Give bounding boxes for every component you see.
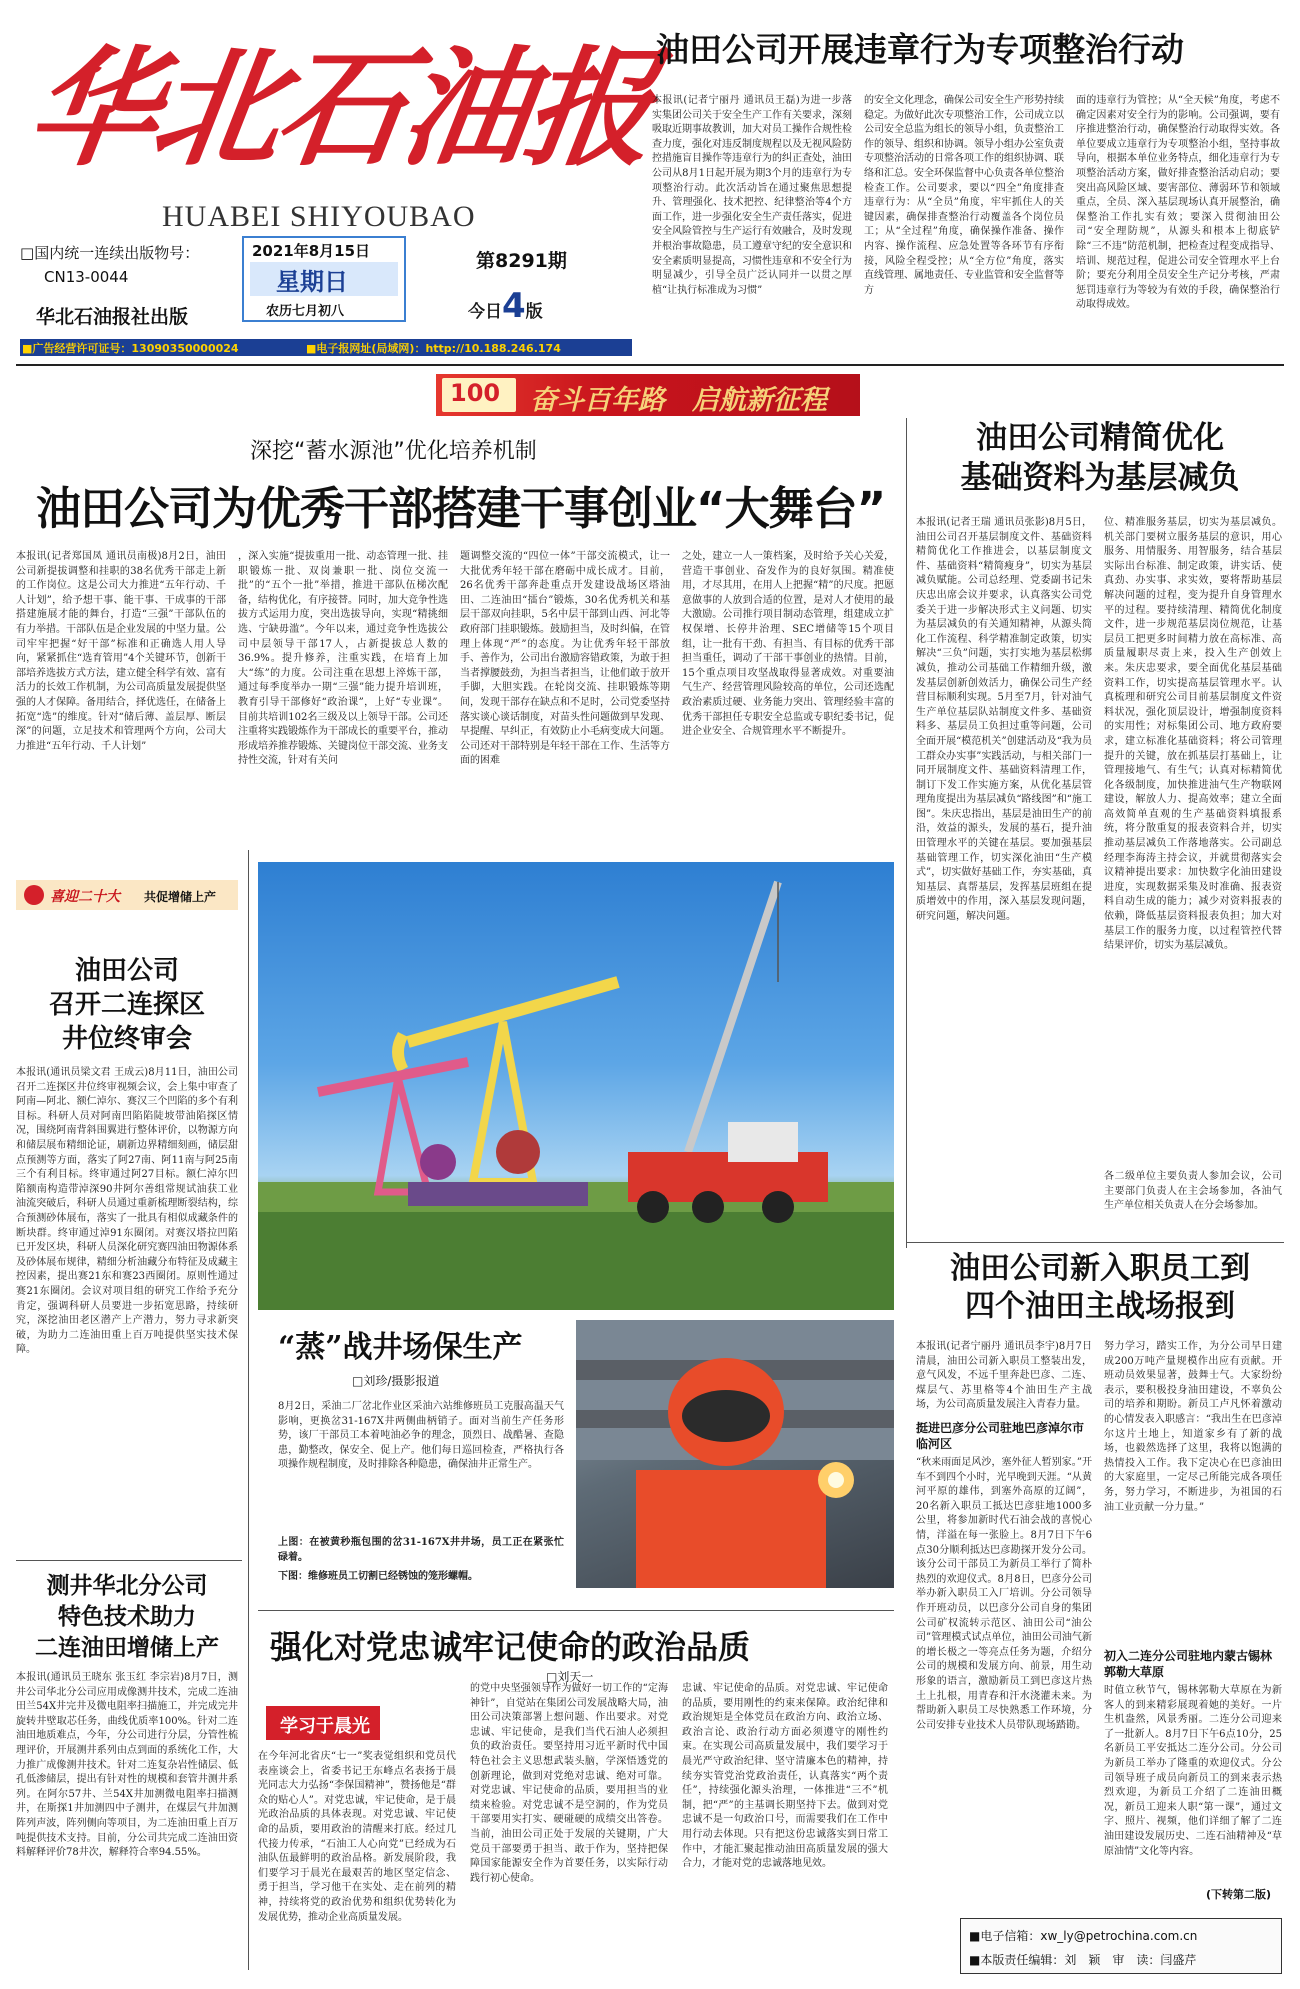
top-story-headline: 油田公司开展违章行为专项整治行动 [656,30,1184,69]
lead-col-1: 本报讯(记者郑国凤 通讯员南极)8月2日，油田公司新提拔调整和挂职的38名优秀干部走上新的工作岗位。这是公司大力推进“五年行动、千人计划”，给予想干事、能干事、干成事的干部搭建施展才能的舞台，打造“三强”干部队伍的有力举措。干部队伍是企业发展的中坚力量。公司牢牢把握“好干部”标准和正确选人用人导向，紧紧抓住“选育管用”4个关键环节，创新干部培养选拔方式方法，建立健全科学有效、富有活力的长效工作机制，为公司高质量发展提供坚强的人才保障。备用结合，择优选任，在储备上拓宽“选”的维度。针对“储后薄、盖层厚、断层深”的问题，立足技术和管理两个方向，公司大力推进“五年行动、千人计划” [16,551,226,752]
right1-headline-1: 油田公司精简优化 [976,420,1224,456]
essay-col-3: 忠诚、牢记使命的品质。对党忠诚、牢记使命的品质，要用刚性的约束来保障。政治纪律和政治规矩是全体党员在政治方向、政治立场、政治言论、政治行动方面必须遵守的刚性约束。在实现公司高质量发展中，我们要学习于晨光严守政治纪律、坚守清廉本色的精神，持续夯实管党治党政治责任，认真落实“两个责任”，持续强化源头治理，一体推进“三不”机制，把“严”的主基调长期坚持下去。做到对党忠诚不是一句政治口号，而需要我们在工作中用行动去体现。只有把这份忠诚落实到日常工作中，才能汇聚起推动油田高质量发展的强大合力，才能对党的忠诚落地见效。 [682,1683,888,1870]
right2-subhead-2: 初入二连分公司驻地内蒙古锡林郭勒大草原 [1104,1649,1273,1679]
cn-label: 国内统一连续出版物号： [34,244,200,262]
essay-byline: □刘天一 [546,1670,594,1684]
cn-number: CN13-0044 [44,268,129,286]
banner-text: 奋斗百年路 启航新征程 [530,385,827,416]
right-story-2 [916,1250,1284,1910]
publisher: 华北石油报社出版 [36,306,189,328]
left1-body: 本报讯(通讯员梁文君 王成云)8月11日，油田公司召开二连探区井位终审视频会议，会上集中审查了阿南—阿北、额仁淖尔、赛汉三个凹陷的多个有利目标。科研人员对阿南凹陷陷陡坡带油陷探区情况，围绕阿南背斜围翼进行整体评价，以物源方向和储层展布精细论证，刷新边界精细刻画，储层甜点预测等方面，落实了阿27南、阿11南与阿25南三个有利目标。终审通过阿27目标。额仁淖尔凹陷额南构造带淖深90井阿尔善组常规试油获工业油流突破后，科研人员通过重新梳理断裂结构，综合预测砂体展布，落实了一批具有相似成藏条件的断块群。终审通过淖91东圈闭。对赛汉塔拉凹陷已开发区块，科研人员深化研究赛四油田物源体系及砂体展布规律，精细分析油藏分布特征及成藏主控因素，提出赛21东和赛23西圈闭。原则性通过赛21东圈闭。会议对项目组的研究工作给予充分肯定，强调科研人员要进一步拓宽思路，持续研究，深挖油田老区潜产上产潜力，努力寻求新突破，为助力二连油田重上百万吨提供坚实技术保障。 [16,1067,238,1356]
lead-col-2: ，深入实施“提拔重用一批、动态管理一批、挂职锻炼一批、双岗兼职一批、岗位交流一批”的“五个一批”举措，推进干部队伍梯次配备，结构优化，有序接替。同时，加大竞争性选拔方式运用力度，突出选拔导向，实现“精挑细选、宁缺毋滥”。今年以来，通过竞争性选拔公司中层领导干部17人，占新提拔总人数的36.9%。提升修养，注重实践，在培育上加大“练”的力度。公司注重在思想上淬炼干部，通过每季度举办一期“三强”能力提升培训班，教育引导干部修好“政治课”，上好“专业课”。目前共培训102名三级及以上领导干部。公司还注重将实践锻炼作为干部成长的重要平台，推动形成培养推荐锻炼、关键岗位干部交流、业务支持性交流，针对有关问 [238,551,448,767]
issue-number: 第8291期 [476,250,567,272]
square-icon: ■ [22,342,33,355]
left1-headline-1: 油田公司 [74,956,179,986]
date: 2021年8月15日 [252,242,371,260]
centennial-logo: 100 [442,378,516,412]
weekday: 星期日 [276,268,348,296]
footer-box [960,1918,1282,1974]
section-tag-label: 喜迎二十大 [50,889,120,905]
footer-email: ■电子信箱：xw_ly@petrochina.com.cn [969,1929,1198,1943]
left-story-2 [16,1570,238,1970]
top-story-col-1: 本报讯(记者宁丽丹 通讯员王磊)为进一步落实集团公司关于安全生产工作有关要求，深刻吸取近期事故教训，加大对员工操作合规性检查力度，强化对违反制度规程以及无视风险防控措施盲目操作等违章行为的纠正查处，油田公司从8月1日起开展为期3个月的违章行为专项整治行动。此次活动旨在通过聚焦思想提升、管理强化、技术把控、纪律整治等4个方面工作，进一步强化安全生产责任落实，促进安全风险管控与生产运行有效融合，及时发现并根治事故隐患，员工遵章守纪的安全意识和安全素质明显提高，习惯性违章和不安全行为明显减少，引导全员广泛认同并一以贯之厚植“让执行标准成为习惯” [652,95,852,296]
top-story-col-3: 面的违章行为管控；从“全天候”角度，考虑不确定因素对安全行为的影响。公司强调，要有序推进整治行动，确保整治行动取得实效。各单位要成立违章行为专项整治小组，坚持事故导向，根据本单位业务特点，细化违章行为专项整治活动方案，做好排查整治活动启动；要突出高风险区域、要害部位、薄弱环节和领域重点，全员、深入基层现场认真开展整治，确保整治工作扎实有效；要深入贯彻油田公司“安全理防规”，从源头和根本上彻底铲除“三不违”防范机制，把检查过程变成指导、培训、规范过程，促进公司安全管理水平上台阶；要充分利用全员安全生产记分考核，严肃惩罚违章行为等较为有效的手段，确保整治行动取得成效。 [1076,95,1280,311]
photo-feature [258,1320,894,1610]
essay-col-2: 的党中央坚强领导作为做好一切工作的“定海神针”，自觉站在集团公司发展战略大局，油田公司决策部署上想问题、作出要求。对党忠诚、牢记使命，是我们当代石油人必须担负的政治责任。要坚持用习近平新时代中国特色社会主义思想武装头脑，学深悟透党的创新理论，做到对党绝对忠诚、绝对可靠。对党忠诚、牢记使命的品质，要用担当的业绩来检验。对党忠诚不是空洞的，作为党员干部要用实打实、硬碰硬的成绩交出答卷。当前，油田公司正处于发展的关键期，广大党员干部要勇于担当、敢于作为，坚持把保障国家能源安全作为首要任务，以实际行动践行初心使命。 [470,1683,668,1884]
right1-col-1: 本报讯(记者王瑞 通讯员张影)8月5日，油田公司召开基层制度文件、基础资料精简优化工作推进会，以基层制度文件、基础资料“精简瘦身”，切实为基层减负赋能。公司总经理、党委副书记朱庆忠出席会议并要求，认真落实公司党委关于进一步解决形式主义问题、切实为基层减负的有关通知精神，从源头简化工作流程、科学精准制定政策，切实解决“三负”问题，实打实地为基层松绑减负，推动公司基础工作精细升级，激发基层创新创效活力，确保公司生产经营目标顺利实现。5月至7月，针对油气生产单位基层队站制度文件多、基础资料多、基层员工负担过重等问题，公司全面开展“模范机关”创建活动及“我为员工群众办实事”实践活动，与相关部门一同开展制度文件、基础资料清理工作，制订下发工作实施方案，从优化基层管理角度提出为基层减负“路线图”和“施工图”。朱庆忠指出，基层是油田生产的前沿，效益的源头，发展的基石，提升油田管理水平的关键在基层。要加强基层基础管理工作，切实深化油田“生产模式”，切实做好基础工作，夯实基础，真知基层、真帮基层，发挥基层班组在提质增效中的作用，深入基层发现问题，研究问题，解决问题。 [916,517,1092,923]
masthead-title: 华北石油报 [19,34,661,184]
feature-byline: □刘珍/摄影报道 [352,1374,440,1388]
section-tag-text: 共促增储上产 [144,890,217,904]
right2-col-1b: “秋来雨面足风沙，塞外征人暂别家。”开车不到四个小时，光早晚到天涯。“从黄河平原的雄伟，到塞外高原的辽阔”，20名新入职员工抵达巴彦驻地1000多公里，将参加新时代石油会战的喜悦心情，洋溢在每一张脸上。8月7日下午6点30分顺利抵达巴彦勘探开发分公司。该分公司干部员工为新员工举行了简朴热烈的欢迎仪式。8月8日，巴彦分公司举办新入职员工入厂培训。分公司领导作开班动员，以巴彦分公司自身的集团公司矿权流转示范区、油田公司“油公司”管理模式试点单位，油田公司油气新的增长极之一等亮点任务为题，介绍分公司的规模和发展方向、前景，用生动形象的语言，激励新员工到巴彦这片热土上扎根，用青春和汗水浇灌未来。为帮助新入职员工尽快熟悉工作环境，分公司安排专业技术人员带队现场踏勘。 [916,1457,1092,1731]
left2-headline-3: 二连油田增储上产 [35,1634,219,1661]
essay [258,1620,894,1980]
right1-col-2: 位、精准服务基层，切实为基层减负。机关部门要树立服务基层的意识，用心服务、用情服务、用智服务，结合基层实际出台标准、制定政策，讲实话、使真劲、办实事、求实效，要将帮助基层解决问题的过程，变为提升自身管理水平的过程。要持续清理、精简优化制度文件，进一步规范基层岗位规范，让基层员工把更多时间精力放在高标准、高质量履职尽责上来，投入生产创效上来。朱庆忠要求，要全面优化基层基础资料工作，切实提高基层管理水平。认真梳理和研究公司目前基层制度文件资料状况，强化顶层设计，增强制度资料的实用性；对标集团公司、地方政府要求，建立标准化基础资料；将公司管理提升的关键，放在抓基层打基础上，让管理接地气、有生气；认真对标精简优化各级制度，加快推进油气生产物联网建设，解放人力、提高效率；建立全面高效简单直观的生产基础资料填报系统，将分散重复的报表资料合并，切实推动基层减负工作落地落实。公司副总经理李海涛主持会议，并就贯彻落实会议精神提出要求：加快数字化油田建设进度，实现数据采集及时准确、报表资料自动生成的能力；减少对资料报表的依赖，降低基层资料报表负担；加大对基层工作的服务力度，以过程管控代替结果评价，切实为基层减负。 [1104,517,1282,952]
footer-editors: ■本版责任编辑：刘 颖 审 读：闫盛芹 [969,1953,1197,1967]
lead-col-3: 题调整交流的“四位一体”干部交流模式，让一大批优秀年轻干部在磨砺中成长成才。目前，26名优秀干部奔赴重点开发建设战场区塔油田、二连油田“擂台”锻炼，30名优秀机关和基层干部双向挂职，5名中层干部到山西、河北等政府部门挂职锻炼。鼓励担当，及时纠偏，在管理上体现“严”的态度。为让优秀年轻干部放手、善作为，公司出台激励容错政策，为敢于担当者撑腰鼓劲，为担当者担当，让他们敢于放开手脚，大胆实践。在轮岗交流、挂职锻炼等期间，发现干部存在缺点和不足时，公司党委坚持落实谈心谈话制度，对苗头性问题做到早发现、早提醒、早纠正，有效防止小毛病变成大问题。公司还对干部特别是年轻干部在工作、生活等方面的困难 [460,551,670,767]
left1-headline-3: 井位终审会 [61,1024,192,1054]
pages-today: 今日4版 [468,286,543,326]
right2-subhead-1: 挺进巴彦分公司驻地巴彦淖尔市临河区 [916,1421,1085,1451]
flame-icon [24,885,44,905]
photo-pumpjack [258,862,894,1310]
license-text: 广告经营许可证号：13090350000024 [32,342,239,355]
right2-col-2: 努力学习，踏实工作，为分公司早日建成200万吨产量规模作出应有贡献。开班动员效果显著，鼓舞士气。大家纷纷表示，要积极投身油田建设，不辜负公司的培养和期盼。新员工卢凡怀着激动的心情发表入职感言：“我出生在巴彦淖尔这片土地上，知道家乡有了新的战场，也毅然选择了这里，我将以饱满的热情投入工作。我下定决心在巴彦油田的大家庭里，一定尽己所能完成各项任务，努力学习，不断进步，为祖国的石油工业贡献一分力量。” [1104,1341,1282,1513]
lunar: 农历七月初八 [266,304,345,319]
oilfield-scene-icon [258,862,894,1310]
lead-headline: 油田公司为优秀干部搭建干事创业“大舞台” [36,482,886,535]
masthead-info [20,236,630,356]
essay-col-1: 在今年河北省庆“七一”奖表觉组织和党员代表座谈会上，省委书记王东峰点名表扬于晨光同志大力弘扬“李保国精神”，赞扬他是“群众的贴心人”。对党忠诚，牢记使命，是于晨光政治品质的具体表现。对党忠诚、牢记使命的品质，要用政治的清醒来打底。经过几代接力传承，“石油工人心向党”已经成为石油队伍最鲜明的政治品格。新发展阶段，我们要学习于晨光在最艰苦的地区坚定信念、勇于担当，学习他干在实处、走在前列的精神，持续将党的政治优势和组织优势转化为发展优势，推动企业高质量发展。 [258,1751,456,1923]
centennial-banner [436,374,860,416]
lead-col-4: 之处，建立一人一策档案，及时给予关心关爱，营造干事创业、奋发作为的良好氛围。精准使用，才尽其用，在用人上把握“精”的尺度。把愿意做事的人放到合适的位置，是对人才使用的最大激励。公司推行项目制动态管理，组建成立扩权保增、长停井治理、SEC增储等15个项目组，让一批有干劲、有担当、有目标的优秀干部担当重任，调动了干部干事创业的热情。目前，15个重点项目攻坚战取得显著成效。对重要油气生产、经营管理风险较高的单位，公司还选配政治素质过硬、业务能力突出、管理经验丰富的优秀干部担任专职安全总监或专职纪委书记，促进企业安全、合规管理水平不断提升。 [682,551,894,738]
essay-column-tag: 学习于晨光 [266,1706,380,1740]
feature-caption-2: 下图：维修班员工切割已经锈蚀的笼形螺帽。 [278,1571,478,1582]
left2-headline-2: 特色技术助力 [58,1603,196,1630]
photo-welder [576,1320,894,1588]
website-text: 电子报网址(局域网)：http://10.188.246.174 [316,342,561,355]
lead-story [16,430,896,850]
continued-note: (下转第二版) [1206,1888,1272,1901]
left2-body: 本报讯(通讯员王晓东 张玉红 李宗岩)8月7日，测井公司华北分公司应用成像测井技术，完成二连油田兰54X井完井及微电阻率扫描施工，并完成完井旋转井壁取芯任务，曲线优质率100%。针对二连油田地质难点，今年，分公司进行分层，分管性梳理评价，开展测井系列由点到面的系统化工作，大力推广成像测井技术。针对二连复杂岩性储层、低孔低渗储层，提出有针对性的规模和套管井测井系列。在阿尔57井、兰54X井加测微电阻率扫描测井，在斯探1井加测四中子测井，在煤层气井加测阵列声波，阵列侧向等项目，为二连油田重上百万吨提供技术支持。目前，分公司共完成二连油田资料解释评价78井次，解释符合率94.55%。 [16,1672,238,1859]
checkbox-icon: □ [20,244,35,262]
right1-headline-2: 基础资料为基层减负 [960,460,1240,496]
right2-col-1: 本报讯(记者宁丽丹 通讯员李宇)8月7日清晨，油田公司新入职员工整装出发，意气风发，不远千里奔赴巴彦、二连、煤层气、苏里格等4个油田生产主战场，为公司高质量发展注入青春力量。 [916,1341,1092,1411]
feature-headline: “蒸”战井场保生产 [278,1330,523,1365]
feature-body: 8月2日，采油二厂岔北作业区采油六站维修班员工克服高温天气影响，更换岔31-167X井两侧曲柄销子。面对当前生产任务形势，该厂干部员工本着吨油必争的理念，顶烈日、战酷暑、查隐患，勤整改，保安全、促上产。他们每日巡回检查，严格执行各项操作规程制度，及时排除各种隐患，确保油井正常生产。 [278,1401,564,1471]
left1-headline-2: 召开二连探区 [48,990,205,1020]
date-box [242,236,406,322]
right2-headline-2: 四个油田主战场报到 [965,1289,1235,1324]
section-tag [16,880,238,910]
worker-welding-icon [576,1320,894,1588]
right2-headline-1: 油田公司新入职员工到 [950,1251,1250,1286]
top-story-col-2: 的安全文化理念，确保公司安全生产形势持续稳定。为做好此次专项整治工作，公司成立以公司安全总监为组长的领导小组，负责整治工作的领导、组织和协调。领导小组办公室负责专项整治活动的日常各项工作的组织协调、联络和汇总。安全环保监督中心负责各单位整治检查工作。公司要求，要以“四全”角度排查违章行为：从“全员”角度，牢牢抓住人的关键因素，确保排查整治行动覆盖各个岗位员工；从“全过程”角度，确保操作准备、操作内容、操作流程、应急处置等各环节有序衔接，风险全程受控；从“全方位”角度，落实直线管理、属地责任、专业监管和安全监督等方 [864,95,1064,296]
left-story-1 [16,954,238,1574]
lead-kicker: 深挖“蓄水源池”优化培养机制 [250,439,537,464]
right2-col-2b: 时值立秋节气，锡林郭勒大草原在为新客人的到来精彩展现着她的美好。一片生机盎然，风景秀丽。二连分公司迎来了一批新人。8月7日下午6点10分，25名新员工平安抵达二连分公司。分公司为新员工举办了隆重的欢迎仪式。分公司领导班子成员向新员工的到来表示热烈欢迎，为新员工介绍了二连油田概况，新员工迎来人职“第一课”，通过文字、照片、视频，他们详细了解了二连油田建设发展历史、二连石油精神及“草原油情”文化等内容。 [1104,1685,1282,1857]
left2-headline-1: 测井华北分公司 [46,1572,208,1599]
essay-headline: 强化对党忠诚牢记使命的政治品质 [270,1628,751,1666]
top-story [652,14,1284,362]
feature-caption-1: 上图：在被黄秒瓶包围的岔31-167X井井场，员工正在紧张忙碌着。 [278,1537,564,1563]
right-story-1 [916,418,1284,1238]
right1-col-3: 各二级单位主要负责人参加会议，公司主要部门负责人在主会场参加，各油气生产单位相关负责人在分会场参加。 [1104,1171,1282,1212]
square-icon: ■ [306,342,317,355]
masthead-pinyin: HUABEI SHIYOUBAO [162,200,476,233]
